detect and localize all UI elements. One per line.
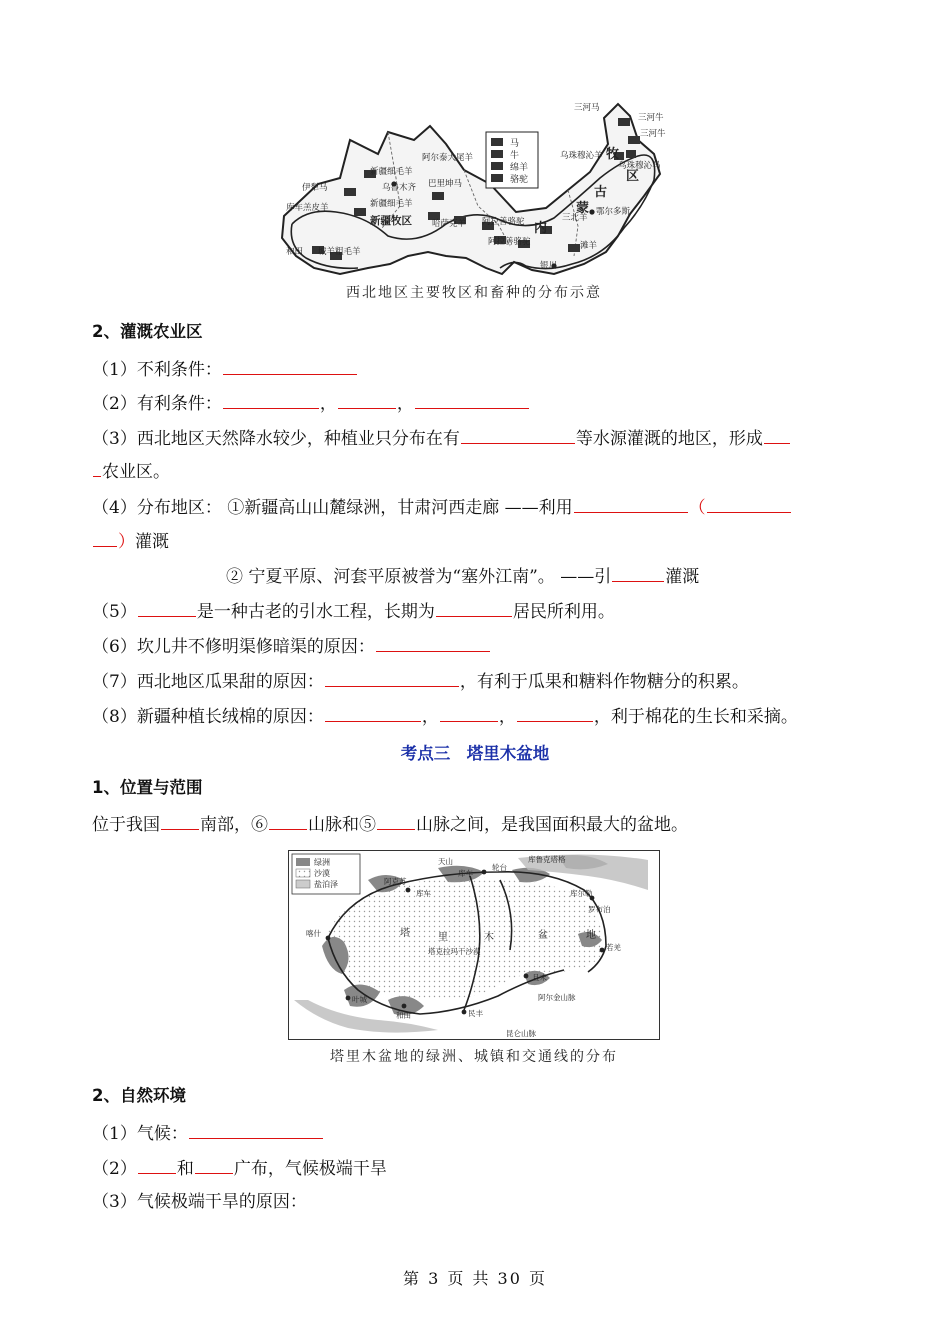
paren-close: ）: [118, 532, 135, 552]
page-footer: 第 3 页 共 30 页: [403, 1269, 547, 1288]
q5-text-c: 居民所利用。: [512, 602, 615, 622]
q6-text: （6）坎儿井不修明渠修暗渠的原因：: [92, 637, 375, 657]
legend-oasis: 绿洲: [314, 858, 330, 867]
label-li: 里: [438, 932, 448, 943]
legend-cattle: 牛: [510, 151, 520, 161]
question-6: [92, 633, 870, 659]
label-yecheng: 叶城: [352, 995, 367, 1004]
tarim-map-svg: [288, 850, 660, 1040]
answer-blank[interactable]: [612, 563, 664, 582]
answer-blank[interactable]: [376, 633, 490, 652]
paren-open: （: [688, 498, 706, 518]
label-alashan2: 阿拉善骆驼: [488, 237, 531, 247]
q8-text-a: （8）新疆种植长绒棉的原因：: [92, 707, 324, 727]
erduosi-dot: [589, 209, 594, 214]
label-mu: 牧: [606, 147, 620, 162]
label-urumqi: 乌鲁木齐: [382, 183, 417, 193]
answer-blank[interactable]: [338, 390, 396, 409]
label-sanhema: 三河马: [574, 103, 600, 113]
label-desert: 塔克拉玛干沙漠: [428, 947, 481, 956]
answer-blank[interactable]: [461, 425, 575, 444]
question-4: [92, 494, 870, 520]
label-wuzhumuqin: 乌珠穆沁羊: [560, 151, 603, 161]
env-question-3: [92, 1190, 870, 1214]
answer-blank[interactable]: [195, 1155, 233, 1174]
p1-text-a: 位于我国: [92, 815, 160, 835]
e1-text: （1）气候：: [92, 1124, 188, 1144]
answer-blank[interactable]: [436, 598, 512, 617]
answer-blank[interactable]: [707, 494, 791, 513]
label-kunlun: 昆仑山脉: [506, 1029, 536, 1038]
label-xinjiang-xi: 新疆细毛羊: [370, 167, 413, 177]
location-line: [92, 811, 870, 837]
answer-blank[interactable]: [93, 458, 101, 477]
label-sanheniu2: 三河牛: [640, 129, 666, 139]
comma: ，: [396, 394, 414, 414]
map1-caption: 西北地区主要牧区和畜种的分布示意: [346, 285, 602, 301]
label-kuche: 库车羔皮羊: [286, 203, 329, 213]
question-4-part2: [226, 563, 870, 589]
answer-blank[interactable]: [377, 811, 415, 830]
legend-salt: 盐泊泽: [314, 880, 338, 889]
label-altai: 阿尔泰大尾羊: [422, 153, 474, 163]
label-minfeng: 民丰: [468, 1009, 483, 1018]
answer-blank[interactable]: [517, 703, 593, 722]
label-meng: 蒙: [576, 201, 590, 216]
legend-desert: 沙漠: [314, 869, 330, 878]
section2-heading: 2、灌溉农业区: [92, 322, 203, 341]
q4-text-c: ② 宁夏平原、河套平原被誉为“塞外江南”。 ——引: [226, 567, 612, 587]
label-kuche: 库车: [458, 869, 473, 878]
answer-blank[interactable]: [764, 425, 790, 444]
label-baicheng: 库车: [416, 889, 431, 898]
section3-heading-1: 1、位置与范围: [92, 778, 203, 797]
map2-caption: 塔里木盆地的绿洲、城镇和交通线的分布: [330, 1049, 618, 1065]
e2-text-b: 和: [176, 1159, 194, 1179]
q8-text-b: ，利于棉花的生长和采摘。: [593, 707, 798, 727]
label-wuzhumuqin-ma: 乌珠穆沁马: [618, 161, 661, 171]
question-3-cont: [92, 458, 870, 484]
question-2: [92, 390, 870, 416]
label-qiemo: 且末: [532, 973, 547, 982]
answer-blank[interactable]: [415, 390, 529, 409]
q4-text-b: 灌溉: [135, 532, 169, 552]
label-luobupo: 罗布泊: [588, 905, 611, 914]
label-ruoqiang: 若羌: [606, 943, 621, 952]
question-1: [92, 356, 870, 382]
p1-text-d: 山脉之间，是我国面积最大的盆地。: [416, 815, 688, 835]
e3-text: （3）气候极端干旱的原因：: [92, 1192, 307, 1212]
q2-text: （2）有利条件：: [92, 394, 222, 414]
label-yili: 伊犁马: [302, 183, 328, 193]
q7-text-a: （7）西北地区瓜果甜的原因：: [92, 672, 324, 692]
env-question-1: [92, 1120, 870, 1146]
label-yinchuan: 银川: [540, 261, 558, 271]
answer-blank[interactable]: [93, 528, 117, 547]
label-mu: 木: [484, 932, 494, 943]
question-3: [92, 425, 870, 451]
label-sanbian: 三北羊: [562, 213, 588, 223]
label-hasake: 哈萨克羊: [432, 219, 467, 229]
answer-blank[interactable]: [325, 703, 421, 722]
answer-blank[interactable]: [223, 356, 357, 375]
answer-blank[interactable]: [269, 811, 307, 830]
legend-sheep: 绵羊: [510, 163, 529, 173]
env-question-2: [92, 1155, 870, 1181]
label-xinjiang-xi2: 新疆细毛羊: [370, 199, 413, 209]
section3-heading-2: 2、自然环境: [92, 1086, 186, 1105]
label-di: 地: [586, 930, 596, 941]
e2-text-c: 广布，气候极端干旱: [233, 1159, 387, 1179]
comma: ，: [498, 707, 516, 727]
label-alashan: 阿拉善骆驼: [482, 217, 525, 227]
question-8: [92, 703, 870, 729]
label-hetian: 和田: [286, 247, 304, 257]
answer-blank[interactable]: [574, 494, 688, 513]
q5-text-a: （5）: [92, 602, 137, 622]
label-kumtag: 库鲁克塔格: [528, 855, 566, 864]
answer-blank[interactable]: [189, 1120, 323, 1139]
p1-text-b: 南部，⑥: [200, 815, 268, 835]
label-erduosi: 鄂尔多斯: [596, 207, 631, 217]
label-hetian: 和田: [396, 1011, 411, 1020]
answer-blank[interactable]: [138, 598, 196, 617]
label-aerjin: 阿尔金山脉: [538, 993, 576, 1002]
label-gu: 古: [594, 185, 608, 200]
label-hebu: 城羊粗毛羊: [318, 247, 361, 257]
legend-camel: 骆驼: [510, 175, 529, 185]
label-luntai: 轮台: [492, 863, 507, 872]
label-sanheniu: 三河牛: [638, 113, 664, 123]
label-balikun: 巴里坤马: [428, 179, 463, 189]
label-pen: 盆: [538, 930, 548, 941]
q5-text-b: 是一种古老的引水工程，长期为: [196, 602, 435, 622]
e2-text-a: （2）: [92, 1159, 137, 1179]
question-4-cont: [92, 528, 870, 554]
northwest-pasture-map: [278, 96, 670, 310]
northwest-map-svg: [278, 96, 670, 310]
answer-blank[interactable]: [440, 703, 498, 722]
label-akesu: 阿克苏: [384, 877, 407, 886]
label-ta: 塔: [400, 928, 410, 939]
label-kuerle: 库尔勒: [570, 889, 593, 898]
section3-title: 考点三 塔里木盆地: [400, 744, 550, 763]
question-5: [92, 598, 870, 624]
comma: ，: [421, 707, 439, 727]
label-kashi: 喀什: [306, 929, 321, 938]
p1-text-c: 山脉和⑤: [308, 815, 376, 835]
label-tan-yang: 滩羊: [580, 241, 598, 251]
q3-text-b: 等水源灌溉的地区，形成: [575, 429, 763, 449]
answer-blank[interactable]: [138, 1155, 176, 1174]
q3-text-a: （3）西北地区天然降水较少，种植业只分布在有: [92, 429, 460, 449]
label-qu: 区: [626, 169, 640, 184]
q7-text-b: ，有利于瓜果和糖料作物糖分的积累。: [459, 672, 749, 692]
label-nei: 内: [534, 221, 548, 236]
legend-horse: 马: [510, 139, 520, 149]
tarim-basin-map: [288, 850, 660, 1074]
answer-blank[interactable]: [223, 390, 319, 409]
label-xinjiang-muqu: 新疆牧区: [370, 215, 412, 227]
comma: ，: [319, 394, 337, 414]
q4-text-a: （4）分布地区： ①新疆高山山麓绿洲，甘肃河西走廊 ——利用: [92, 498, 573, 518]
question-7: [92, 668, 870, 694]
answer-blank[interactable]: [161, 811, 199, 830]
label-tianshan: 天山: [438, 857, 453, 866]
q1-text: （1）不利条件：: [92, 360, 222, 380]
q3-text-c: 农业区。: [102, 462, 170, 482]
q4-text-d: 灌溉: [665, 567, 700, 587]
answer-blank[interactable]: [325, 668, 459, 687]
